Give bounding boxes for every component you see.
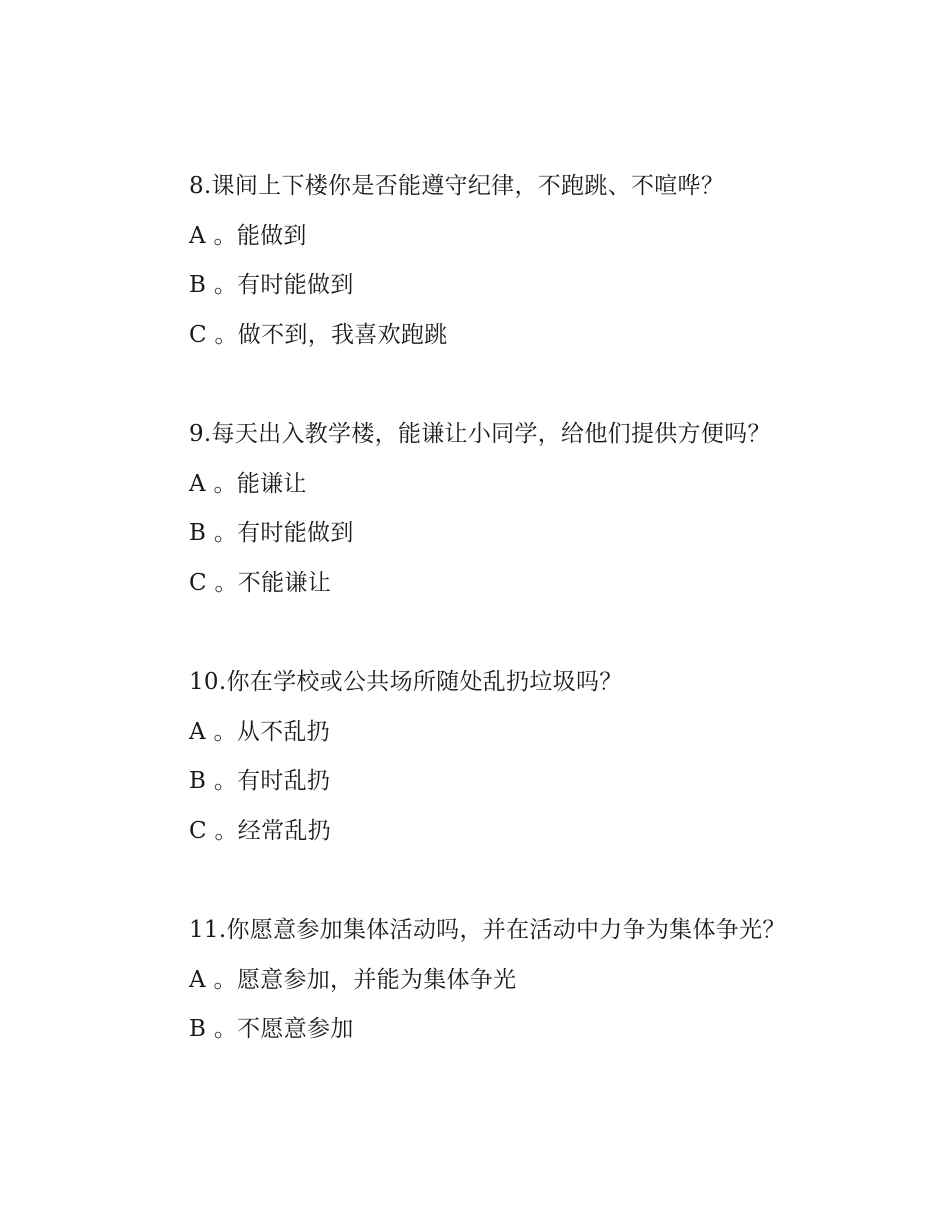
question-9	[189, 416, 889, 614]
question-text: 11.你愿意参加集体活动吗，并在活动中力争为集体争光？	[189, 917, 786, 943]
option-c: C 。做不到，我喜欢跑跳	[189, 321, 448, 348]
question-text: 9.每天出入教学楼，能谦让小同学，给他们提供方便吗？	[189, 421, 771, 447]
option-a: A 。能谦让	[189, 470, 307, 497]
question-text: 10.你在学校或公共场所随处乱扔垃圾吗？	[189, 669, 623, 695]
question-10	[189, 664, 889, 862]
option-a: A 。愿意参加，并能为集体争光	[189, 966, 517, 993]
question-8	[189, 168, 889, 366]
question-text: 8.课间上下楼你是否能遵守纪律，不跑跳、不喧哗？	[189, 173, 725, 199]
option-b: B 。不愿意参加	[189, 1016, 354, 1042]
option-c: C 。经常乱扔	[189, 817, 332, 844]
option-a: A 。能做到	[189, 222, 307, 249]
option-a: A 。从不乱扔	[189, 718, 331, 745]
question-11	[189, 912, 889, 1061]
option-c: C 。不能谦让	[189, 569, 332, 596]
document-page	[189, 168, 889, 1061]
option-b: B 。有时能做到	[189, 520, 354, 546]
option-b: B 。有时乱扔	[189, 768, 331, 794]
option-b: B 。有时能做到	[189, 272, 354, 298]
